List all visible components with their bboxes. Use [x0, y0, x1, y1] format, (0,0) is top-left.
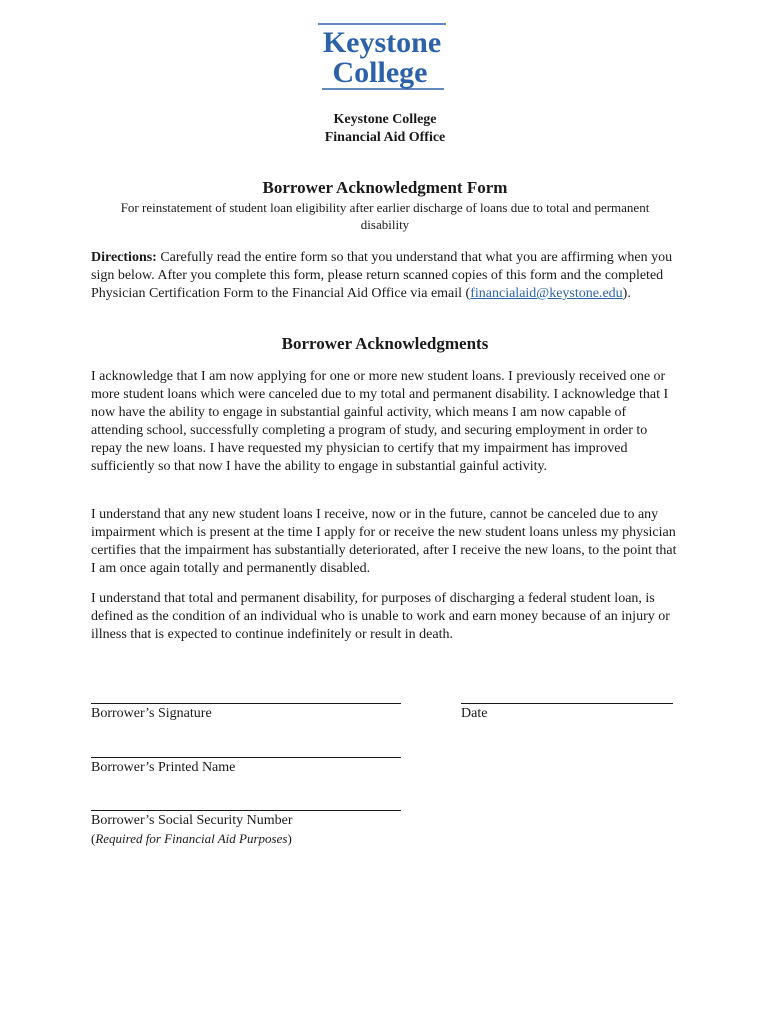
ssn-note: (Required for Financial Aid Purposes) — [91, 831, 292, 846]
form-subtitle: For reinstatement of student loan eligibility after earlier discharge of loans due to total and permanent disability — [120, 200, 650, 232]
directions-text: Carefully read the entire form so that you understand that what you are affirming when you sign below. After you complete this form, please return scanned copies of this form and the completed Physician Certification Form to the Financial Aid Office via email ( — [91, 250, 673, 301]
signature-line[interactable] — [91, 703, 401, 704]
institution-name: Keystone College — [333, 112, 437, 127]
printed-name-label: Borrower’s Printed Name — [91, 760, 236, 775]
directions-paragraph — [91, 249, 681, 303]
acknowledgments-title: Borrower Acknowledgments — [281, 334, 489, 353]
directions-label: Directions: — [91, 250, 157, 265]
date-label: Date — [461, 706, 488, 721]
directions-suffix: ). — [622, 286, 631, 301]
form-title: Borrower Acknowledgment Form — [262, 178, 508, 197]
keystone-college-logo — [312, 22, 452, 92]
office-name: Financial Aid Office — [324, 130, 446, 145]
email-link[interactable]: financialaid@keystone.edu — [470, 286, 623, 301]
logo-line2: College — [332, 56, 428, 89]
signature-label: Borrower’s Signature — [91, 706, 212, 721]
acknowledgment-paragraph-3: I understand that total and permanent disability, for purposes of discharging a federal student loan, is defined as the condition of an individual who is unable to work and earn money because of an injury or illness that is expected to continue indefinitely or result in death. — [91, 591, 670, 642]
acknowledgment-paragraph-2: I understand that any new student loans I receive, now or in the future, cannot be canceled due to any impairment which is present at the time I apply for or receive the new student loans unless my physician certifies that the impairment has substantially deteriorated, after I receive the new loans, to the point that I am once again totally and permanently disabled. — [91, 507, 677, 576]
logo-line1: Keystone — [322, 26, 442, 59]
printed-name-line[interactable] — [91, 757, 401, 758]
date-line[interactable] — [461, 703, 673, 704]
ssn-line[interactable] — [91, 810, 401, 811]
acknowledgment-paragraph-1: I acknowledge that I am now applying for one or more new student loans. I previously received one or more student loans which were canceled due to my total and permanent disability. I acknowledge that I now have the ability to engage in substantial gainful activity, which means I am now capable of attending school, successfully completing a program of study, and securing employment in order to repay the new loans. I have requested my physician to certify that my impairment has improved sufficiently so that now I have the ability to engage in substantial gainful activity. — [91, 369, 669, 474]
ssn-label: Borrower’s Social Security Number — [91, 813, 293, 828]
